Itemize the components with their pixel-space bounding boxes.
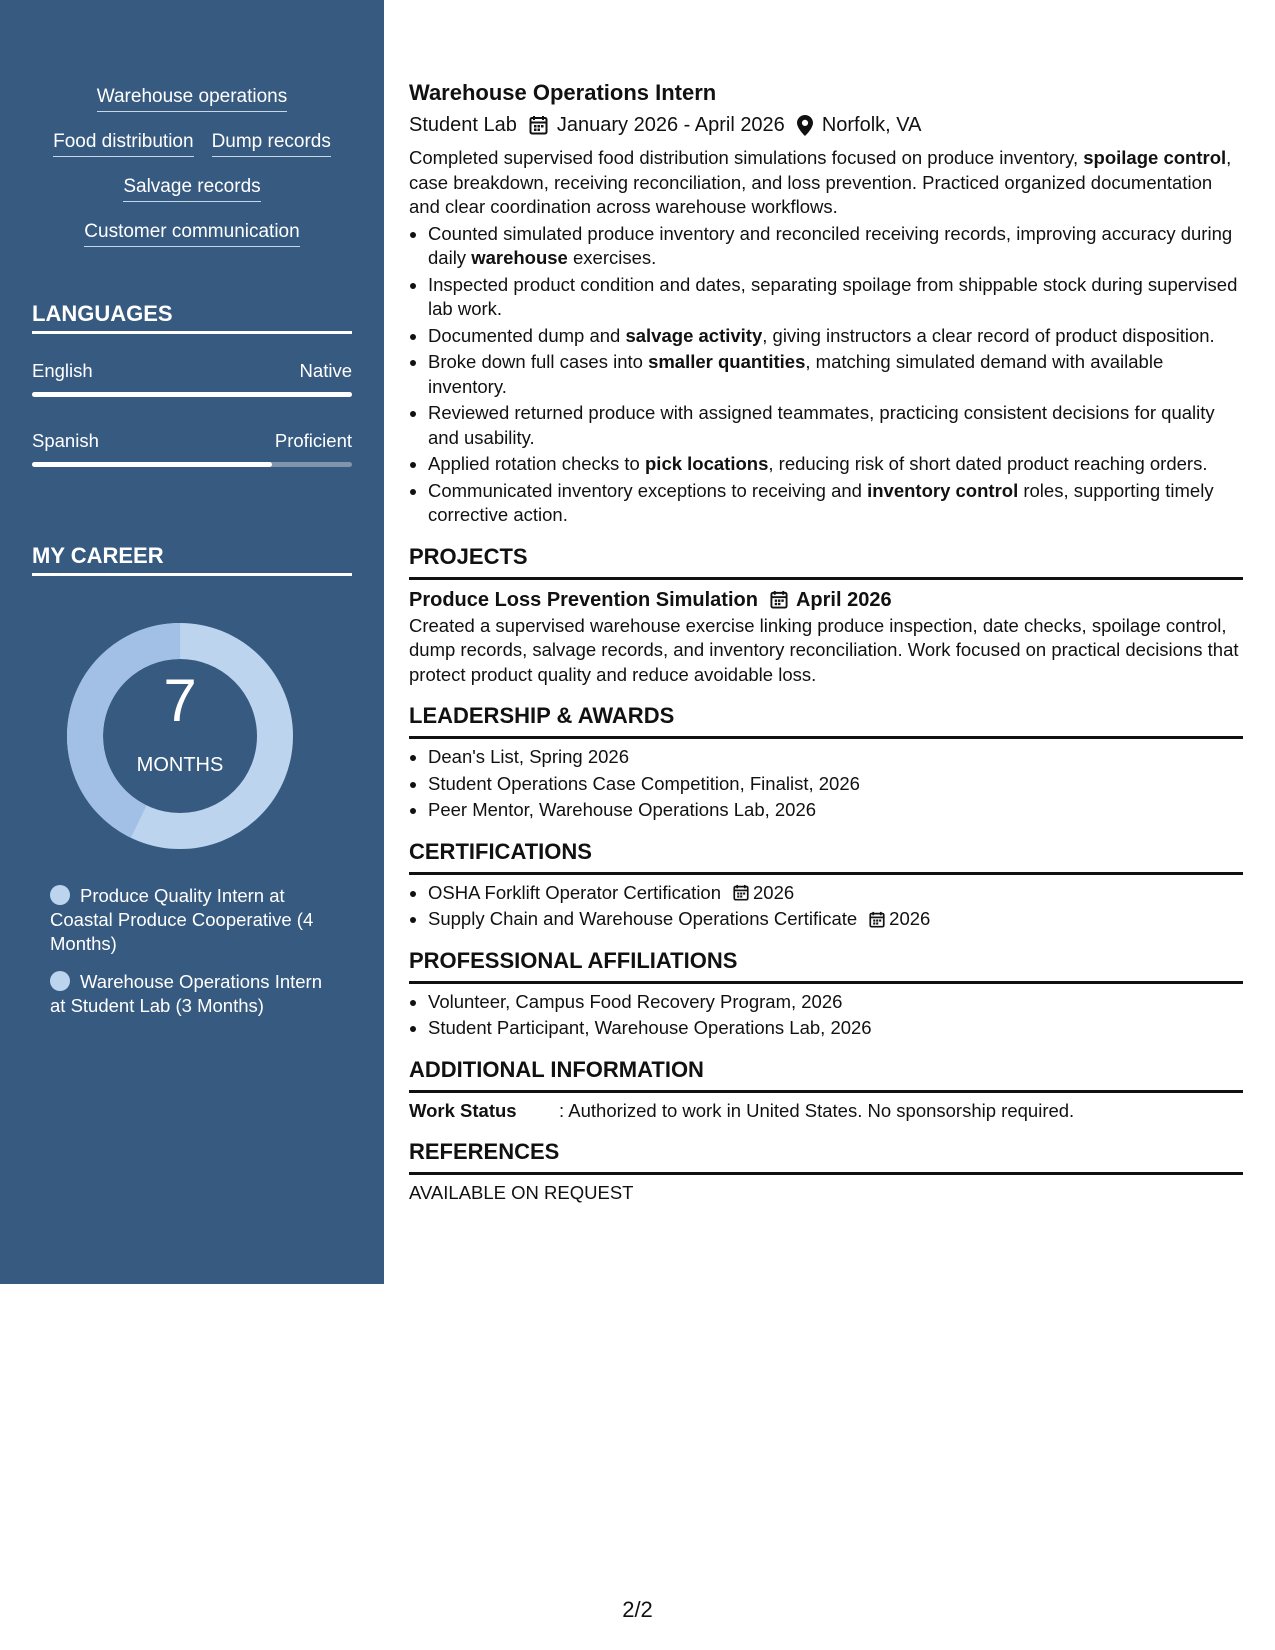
work-status-row bbox=[409, 1099, 1243, 1124]
job-bullet: • Counted simulated produce inventory and reconciled receiving records, improving accuracy during daily warehouse exercises. bbox=[428, 222, 1243, 271]
project-title: Produce Loss Prevention Simulation bbox=[409, 588, 758, 611]
language-bar-fill bbox=[32, 462, 272, 467]
bullet-dot-icon bbox=[50, 971, 70, 991]
affiliations-heading: PROFESSIONAL AFFILIATIONS bbox=[409, 946, 1243, 984]
career-item-text: Warehouse Operations Intern at Student Lab (3 Months) bbox=[50, 971, 322, 1016]
skill-tag: Dump records bbox=[212, 131, 331, 157]
affiliations-list bbox=[428, 990, 1243, 1041]
project-date: April 2026 bbox=[795, 588, 892, 611]
career-heading: MY CAREER bbox=[32, 543, 352, 576]
page-number: 2/2 bbox=[622, 1597, 653, 1622]
leadership-list bbox=[428, 745, 1243, 823]
calendar-icon bbox=[770, 590, 788, 609]
language-bar-fill bbox=[32, 392, 352, 397]
references-heading: REFERENCES bbox=[409, 1137, 1243, 1175]
job-bullet: • Inspected product condition and dates, separating spoilage from shippable stock during supervised lab work. bbox=[428, 273, 1243, 322]
job-dates: January 2026 - April 2026 bbox=[556, 114, 785, 136]
certification-year: 2026 bbox=[889, 908, 931, 929]
list-item: • Student Participant, Warehouse Operations Lab, 2026 bbox=[428, 1016, 1243, 1041]
certifications-list bbox=[428, 881, 1243, 932]
calendar-icon bbox=[869, 911, 885, 928]
skill-tag: Food distribution bbox=[53, 131, 193, 157]
certification-name: • Supply Chain and Warehouse Operations Certificate bbox=[428, 908, 858, 929]
job-bullet: • Reviewed returned produce with assigned teammates, practicing consistent decisions for quality and usability. bbox=[428, 401, 1243, 450]
sidebar bbox=[0, 0, 384, 1284]
language-level: Native bbox=[299, 360, 352, 381]
list-item: • Student Operations Case Competition, Finalist, 2026 bbox=[428, 772, 1243, 797]
career-item bbox=[50, 970, 340, 1018]
career-total-months: 7 bbox=[163, 667, 197, 734]
company-name: Student Lab bbox=[409, 114, 517, 136]
bullet-dot-icon bbox=[50, 885, 70, 905]
list-item: • Volunteer, Campus Food Recovery Program, 2026 bbox=[428, 990, 1243, 1015]
main-content bbox=[409, 78, 1243, 1206]
list-item bbox=[428, 907, 1243, 932]
language-item bbox=[32, 360, 352, 397]
skill-tag: Salvage records bbox=[123, 176, 260, 202]
skill-tag: Warehouse operations bbox=[97, 86, 287, 112]
calendar-icon bbox=[733, 884, 749, 901]
certification-name: • OSHA Forklift Operator Certification bbox=[428, 881, 722, 903]
language-level: Proficient bbox=[274, 430, 352, 451]
career-item-text: Produce Quality Intern at Coastal Produce Cooperative (4 Months) bbox=[50, 885, 314, 954]
project-header bbox=[409, 586, 1243, 614]
language-bar bbox=[32, 462, 352, 467]
leadership-heading: LEADERSHIP & AWARDS bbox=[409, 701, 1243, 739]
language-name: English bbox=[32, 360, 93, 381]
skills-row bbox=[32, 86, 352, 112]
list-item bbox=[428, 881, 1243, 906]
work-status-value: : Authorized to work in United States. No sponsorship required. bbox=[559, 1099, 1075, 1121]
skills-row bbox=[32, 131, 352, 157]
additional-info-heading: ADDITIONAL INFORMATION bbox=[409, 1055, 1243, 1093]
career-donut-chart bbox=[66, 622, 294, 850]
job-bullets bbox=[428, 222, 1243, 528]
career-item bbox=[50, 884, 340, 956]
certifications-heading: CERTIFICATIONS bbox=[409, 837, 1243, 875]
projects-heading: PROJECTS bbox=[409, 542, 1243, 580]
career-total-unit: MONTHS bbox=[136, 754, 224, 776]
job-location: Norfolk, VA bbox=[821, 114, 922, 136]
job-title: Warehouse Operations Intern bbox=[409, 80, 717, 105]
skill-tag: Customer communication bbox=[84, 221, 299, 247]
job-bullet: • Communicated inventory exceptions to receiving and inventory control roles, supporting timely corrective action. bbox=[428, 479, 1243, 528]
calendar-icon bbox=[529, 115, 548, 135]
skills-row bbox=[32, 176, 352, 202]
references-text: AVAILABLE ON REQUEST bbox=[409, 1182, 634, 1203]
list-item: • Dean's List, Spring 2026 bbox=[428, 745, 1243, 770]
job-bullet: • Applied rotation checks to pick locations, reducing risk of short dated product reaching orders. bbox=[428, 452, 1243, 477]
language-name: Spanish bbox=[32, 430, 99, 451]
job-meta bbox=[409, 110, 1243, 140]
work-status-label: Work Status bbox=[409, 1099, 517, 1121]
job-bullet: • Documented dump and salvage activity, giving instructors a clear record of product disposition. bbox=[428, 324, 1243, 349]
job-bullet: • Broke down full cases into smaller quantities, matching simulated demand with available inventory. bbox=[428, 350, 1243, 399]
languages-heading: LANGUAGES bbox=[32, 301, 352, 334]
skills-row bbox=[32, 221, 352, 247]
certification-year: 2026 bbox=[753, 881, 795, 903]
list-item: • Peer Mentor, Warehouse Operations Lab, 2026 bbox=[428, 798, 1243, 823]
project-description: Created a supervised warehouse exercise linking produce inspection, date checks, spoilage control, dump records, salvage records, and inventory reconciliation. Work focused on practical decisions that protect product quality and reduce avoidable loss. bbox=[409, 614, 1239, 685]
job-summary: Completed supervised food distribution simulations focused on produce inventory, spoilage control, case breakdown, receiving reconciliation, and loss prevention. Practiced organized documentation and clear coordination across warehouse workflows. bbox=[409, 147, 1232, 217]
language-item bbox=[32, 430, 352, 467]
language-bar bbox=[32, 392, 352, 397]
location-pin-icon bbox=[797, 115, 813, 136]
